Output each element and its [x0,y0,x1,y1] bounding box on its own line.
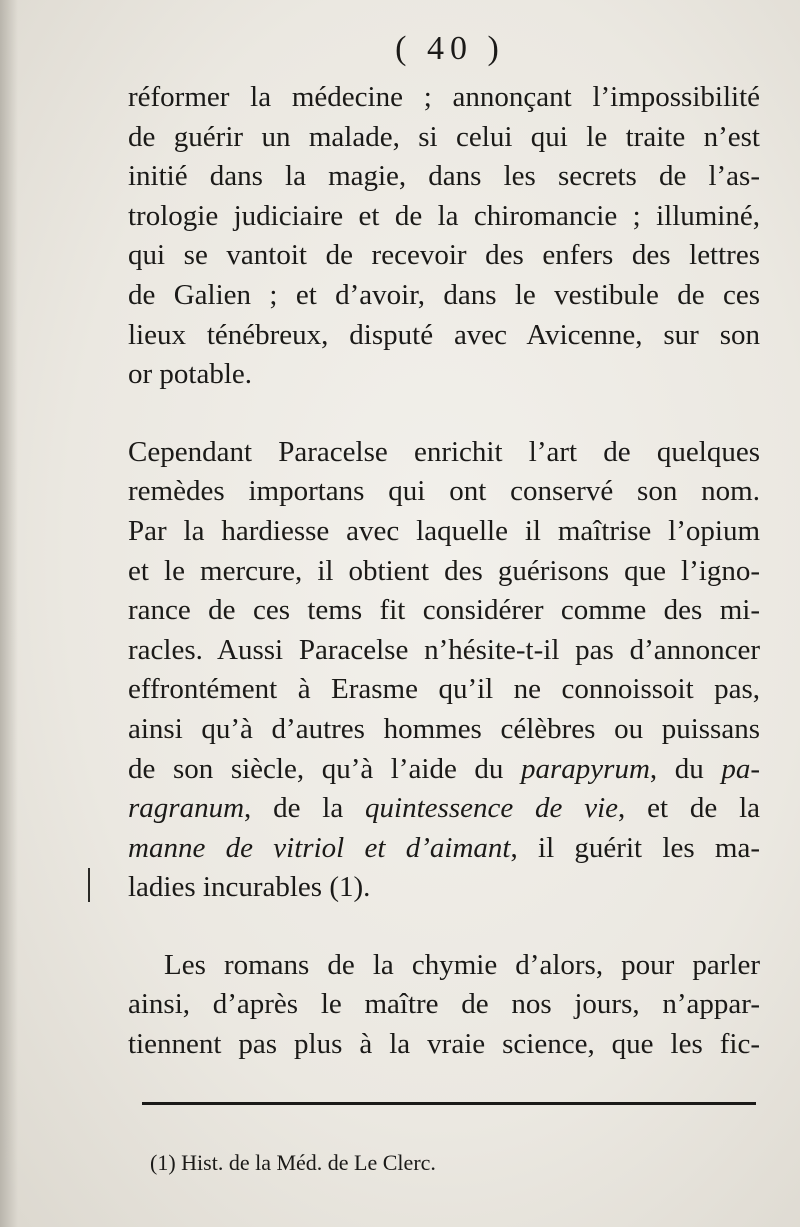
text-line: lieux ténébreux, disputé avec Avicenne, sur son [128,318,760,351]
margin-mark [88,868,90,902]
text-line: Par la hardiesse avec laquelle il maîtrise l’opium [128,514,760,547]
text-line: or potable. [128,358,253,391]
page-number: ( 40 ) [395,30,505,67]
text-line: de son siècle, qu’à l’aide du parapyrum, du pa- [128,752,761,785]
text-line: rance de ces tems fit considérer comme des mi- [128,594,760,627]
text-line: et le mercure, il obtient des guérisons que l’igno- [128,554,760,587]
text-line: qui se vantoit de recevoir des enfers des lettres [128,239,760,272]
text-line: initié dans la magie, dans les secrets de l’as- [128,160,760,193]
text-line: Les romans de la chymie d’alors, pour parler [164,948,760,981]
text-line: manne de vitriol et d’aimant, il guérit les ma- [128,831,760,864]
body-text [128,78,760,1065]
text-line: effrontément à Erasme qu’il ne connoissoit pas, [128,673,760,706]
spine-shadow [0,0,18,1227]
footnote-rule [142,1102,756,1105]
footnote: (1) Hist. de la Méd. de Le Clerc. [150,1150,436,1175]
text-line: ragranum, de la quintessence de vie, et de la [128,792,760,825]
text-line: Cependant Paracelse enrichit l’art de quelques [128,435,760,468]
text-line: de guérir un malade, si celui qui le traite n’est [128,120,760,153]
text-line: tiennent pas plus à la vraie science, que les fic- [128,1028,760,1061]
text-line: trologie judiciaire et de la chiromancie ; illuminé, [128,199,760,232]
text-line: ladies incurables (1). [128,871,371,904]
text-line: ainsi, d’après le maître de nos jours, n’appar- [128,988,760,1021]
text-line: de Galien ; et d’avoir, dans le vestibule de ces [128,278,760,311]
text-line: réformer la médecine ; annonçant l’impossibilité [128,81,760,113]
text-line: racles. Aussi Paracelse n’hésite-t-il pas d’annoncer [128,633,760,666]
text-line: remèdes importans qui ont conservé son nom. [128,475,760,508]
text-line: ainsi qu’à d’autres hommes célèbres ou puissans [128,712,760,745]
